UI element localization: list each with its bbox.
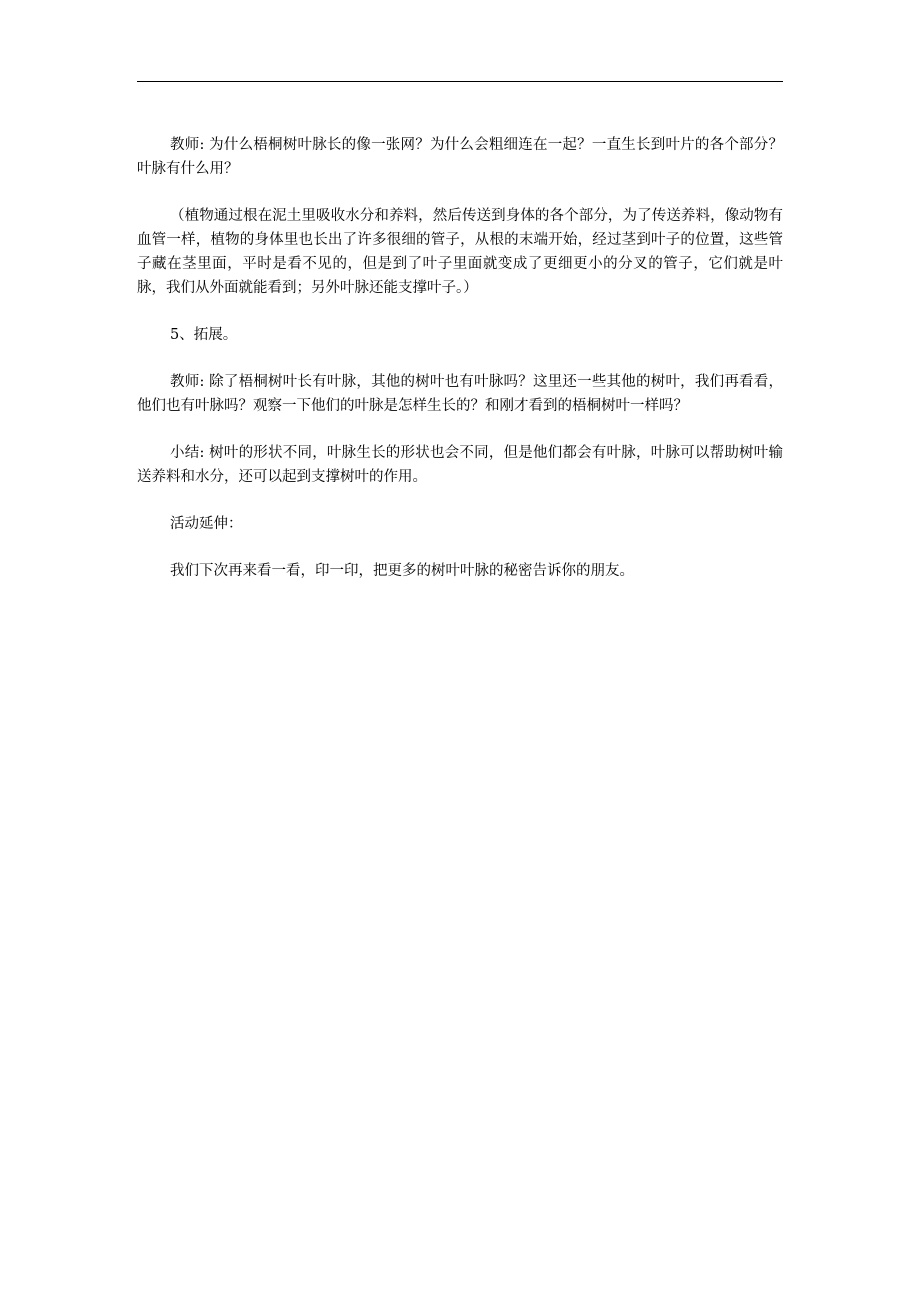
paragraph-summary: 小结: 树叶的形状不同，叶脉生长的形状也会不同，但是他们都会有叶脉，叶脉可以帮助树叶输送养料和水分，还可以起到支撑树叶的作用。 bbox=[137, 445, 783, 485]
header-rule bbox=[137, 81, 783, 82]
heading-activity-extension: 活动延伸： bbox=[170, 516, 243, 532]
paragraph-closing: 我们下次再来看一看，印一印，把更多的树叶叶脉的秘密告诉你的朋友。 bbox=[170, 563, 634, 579]
document-body bbox=[137, 133, 783, 606]
paragraph-explanation: （植物通过根在泥土里吸收水分和养料，然后传送到身体的各个部分，为了传送养料，像动物有血管一样，植物的身体里也长出了许多很细的管子，从根的末端开始，经过茎到叶子的位置，这些管子藏在茎里面，平时是看不见的，但是到了叶子里面就变成了更细更小的分叉的管子，它们就是叶脉，我们从外面就能看到；另外叶脉还能支撑叶子。） bbox=[137, 208, 783, 296]
paragraph-teacher-extension: 教师: 除了梧桐树叶长有叶脉，其他的树叶也有叶脉吗？这里还一些其他的树叶，我们再看看，他们也有叶脉吗？观察一下他们的叶脉是怎样生长的？和刚才看到的梧桐树叶一样吗？ bbox=[137, 374, 783, 414]
paragraph-teacher-question: 教师: 为什么梧桐树叶脉长的像一张网？为什么会粗细连在一起？一直生长到叶片的各个部分？叶脉有什么用？ bbox=[137, 137, 783, 177]
section-heading-extension: 5、拓展。 bbox=[170, 327, 238, 343]
